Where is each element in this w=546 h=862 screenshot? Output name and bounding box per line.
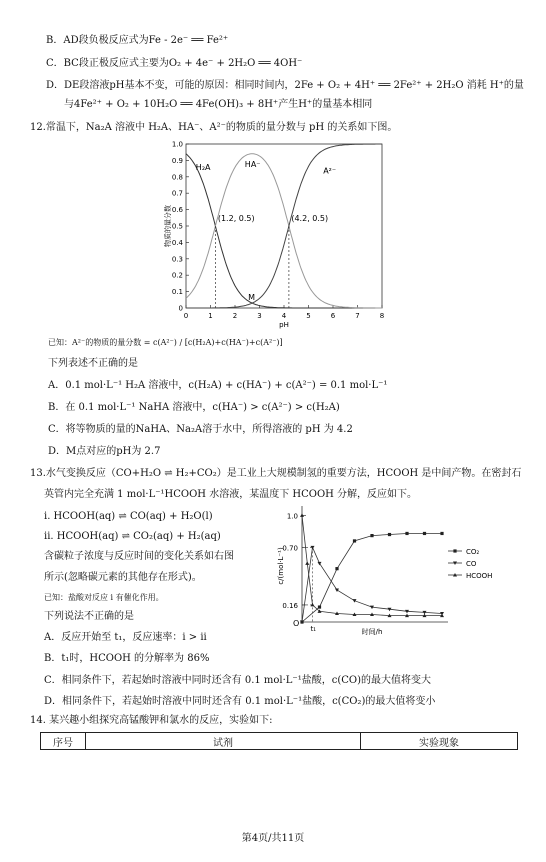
origin-label: O <box>293 619 300 628</box>
legend-label: HCOOH <box>466 572 493 580</box>
question-12-option-b: B．在 0.1 mol·L⁻¹ NaHA 溶液中，c(HA⁻) > c(A²⁻) > c(H₂A) <box>48 402 340 413</box>
series-line-1 <box>302 547 442 622</box>
y-tick-label: 0.5 <box>171 222 183 231</box>
y-tick-label: 0 <box>178 304 183 313</box>
x-tick-label: 2 <box>232 312 238 320</box>
question-13-stem-1: 13.水气变换反应（CO+H₂O ⇌ H₂+CO₂）是工业上大规模制氢的重要方法，HCOOH 是中间产物。在密封石 <box>30 468 522 479</box>
y-tick-label: 0.1 <box>171 288 183 297</box>
series-label-a2: A²⁻ <box>323 166 337 176</box>
question-12-ask: 下列表述不正确的是 <box>48 358 138 369</box>
question-12-option-d: D．M点对应的pH为 2.7 <box>48 446 161 457</box>
x-tick-label: 1 <box>208 312 213 320</box>
x-tick-label: 5 <box>306 312 311 320</box>
x-tick-label: 8 <box>379 312 385 320</box>
option-12prev-c: C．BC段正极反应式主要为O₂ + 4e⁻ + 2H₂O ══ 4OH⁻ <box>46 58 303 69</box>
annotation-m: M <box>248 293 256 303</box>
y-tick-label: 0.8 <box>171 173 183 182</box>
y-tick-label: 1.0 <box>171 140 183 149</box>
data-point-co2 <box>318 605 321 608</box>
annotation-point-2: (4.2, 0.5) <box>291 214 329 224</box>
y-axis-label: c/(mol·L⁻¹) <box>277 547 285 585</box>
y-tick-label: 0.70 <box>282 544 298 553</box>
question-13-ask: 下列说法不正确的是 <box>44 611 134 622</box>
x-tick-label: 7 <box>355 312 360 320</box>
y-tick-label: 0.9 <box>171 156 183 165</box>
data-point-co2 <box>405 532 408 535</box>
option-12prev-b: B．AD段负极反应式为Fe - 2e⁻ ══ Fe²⁺ <box>46 35 229 46</box>
data-point-co2 <box>440 532 443 535</box>
series-label-h2a: H₂A <box>195 163 211 173</box>
question-13-option-c: C．相同条件下，若起始时溶液中同时还含有 0.1 mol·L⁻¹盐酸，c(CO)的最大值将变大 <box>44 675 431 686</box>
question-13-note: 已知：盐酸对反应 i 有催化作用。 <box>44 593 164 602</box>
experiment-table <box>40 732 518 750</box>
question-12-note: 已知：A²⁻的物质的量分数 = c(A²⁻) / [c(H₂A)+c(HA⁻)+c(A²⁻)] <box>48 338 283 347</box>
series-line-2 <box>302 515 442 615</box>
data-point-co2 <box>353 539 356 542</box>
data-point-co2 <box>423 532 426 535</box>
x-tick-label: 0 <box>183 312 189 320</box>
table-header-row <box>41 733 518 750</box>
data-point-hcooh <box>305 561 309 565</box>
y-axis-label: 物质的量分数 <box>164 205 172 247</box>
question-13-option-b: B．t₁时，HCOOH 的分解率为 86% <box>44 653 210 664</box>
y-tick-label: 0.2 <box>171 271 183 280</box>
series-label-ha: HA⁻ <box>244 159 261 169</box>
question-13-stem-4: 所示(忽略碳元素的其他存在形式)。 <box>44 572 202 583</box>
page-number: 第4页/共11页 <box>241 833 305 844</box>
legend-label: CO <box>466 560 477 568</box>
question-13-stem-3: 含碳粒子浓度与反应时间的变化关系如右图 <box>44 551 234 562</box>
question-13-reaction-1: i. HCOOH(aq) ⇌ CO(aq) + H₂O(l) <box>44 511 213 522</box>
question-12-stem: 12.常温下，Na₂A 溶液中 H₂A、HA⁻、A²⁻的物质的量分数与 pH 的关系如下图。 <box>30 122 398 133</box>
y-tick-label: 0.4 <box>171 238 183 247</box>
x-axis-label: pH <box>279 321 289 329</box>
data-point-co <box>335 589 339 593</box>
annotation-point-1: (1.2, 0.5) <box>217 214 255 224</box>
y-tick-label: 0.7 <box>171 189 183 198</box>
question-13-stem-2: 英管内完全充满 1 mol·L⁻¹HCOOH 水溶液，某温度下 HCOOH 分解，反应如下。 <box>44 489 418 500</box>
data-point-co2 <box>388 533 391 536</box>
question-13-option-d: D．相同条件下，若起始时溶液中同时还含有 0.1 mol·L⁻¹盐酸，c(CO₂)的最大值将变小 <box>44 696 436 707</box>
legend-label: CO₂ <box>466 548 480 556</box>
y-tick-label: 0.6 <box>171 206 183 215</box>
option-12prev-d: D．DE段溶液pH基本不变，可能的原因：相同时间内，2Fe + O₂ + 4H⁺ ══ 2Fe²⁺ + 2H₂O 消耗 H⁺的量 <box>46 80 524 91</box>
question-12-option-c: C．将等物质的量的NaHA、Na₂A溶于水中，所得溶液的 pH 为 4.2 <box>48 424 353 435</box>
table-header-phenomenon: 实验现象 <box>361 733 518 750</box>
y-tick-label: 0.3 <box>171 255 183 264</box>
y-tick-label: 1.0 <box>286 512 298 521</box>
x-tick-label: 3 <box>257 312 262 320</box>
question-13-reaction-2: ii. HCOOH(aq) ⇌ CO₂(aq) + H₂(aq) <box>44 531 221 542</box>
x-tick-label: 4 <box>281 312 287 320</box>
data-point-co2 <box>335 567 338 570</box>
option-12prev-d-cont: 与4Fe²⁺ + O₂ + 10H₂O ══ 4Fe(OH)₃ + 8H⁺产生H⁺的量基本相同 <box>64 99 373 110</box>
question-12-option-a: A．0.1 mol·L⁻¹ H₂A 溶液中，c(H₂A) + c(HA⁻) + c(A²⁻) = 0.1 mol·L⁻¹ <box>48 380 388 391</box>
legend-marker <box>453 549 456 552</box>
question-14-stem: 14. 某兴趣小组探究高锰酸钾和氯水的反应，实验如下: <box>30 715 273 726</box>
y-tick-label: 0.16 <box>282 601 298 610</box>
data-point-co2 <box>370 534 373 537</box>
x-tick-label: 6 <box>330 312 336 320</box>
x-axis-label: 时间/h <box>361 628 383 636</box>
table-header-index: 序号 <box>41 733 86 750</box>
question-13-option-a: A．反应开始至 t₁，反应速率：i > ii <box>44 632 207 643</box>
t1-label: t₁ <box>310 625 317 633</box>
table-header-reagent: 试剂 <box>86 733 361 750</box>
